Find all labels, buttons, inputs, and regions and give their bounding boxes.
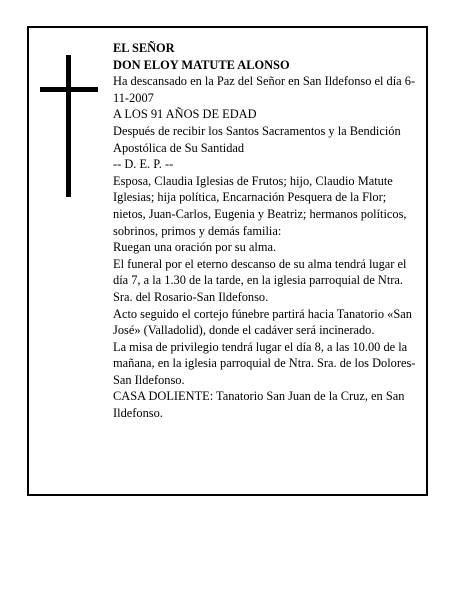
obituary-text bbox=[113, 40, 417, 422]
title-line: EL SEÑOR bbox=[113, 41, 175, 55]
cross-vertical-bar bbox=[66, 55, 71, 197]
mourning-house: CASA DOLIENTE: Tanatorio San Juan de la Cruz, en San Ildefonso. bbox=[113, 389, 405, 421]
cross-horizontal-bar bbox=[40, 87, 98, 92]
funeral-paragraph: El funeral por el eterno descanso de su alma tendrá lugar el día 7, a la 1.30 de la tarde, en la iglesia parroquial de Ntra. Sra. del Rosario-San Ildefonso. bbox=[113, 256, 407, 304]
sacraments-line: Después de recibir los Santos Sacramentos y la Bendición Apostólica de Su Santidad bbox=[113, 123, 401, 155]
family-paragraph: Esposa, Claudia Iglesias de Frutos; hijo, Claudio Matute Iglesias; hija política, Encarnación Pesquera de la Flor; nietos, Juan-Carlos, Eugenia y Beatriz; hermanos políticos, sobrinos, primos y demás familia: bbox=[113, 173, 407, 238]
mass-paragraph: La misa de privilegio tendrá lugar el día 8, a las 10.00 de la mañana, en la iglesia parroquial de Ntra. Sra. de los Dolores-San Ildefonso. bbox=[113, 339, 416, 387]
death-notice: Ha descansado en la Paz del Señor en San Ildefonso el día 6-11-2007 bbox=[113, 74, 416, 105]
cross-icon bbox=[40, 55, 98, 197]
age-line: A LOS 91 AÑOS DE EDAD bbox=[113, 107, 257, 122]
rip-line: -- D. E. P. -- bbox=[113, 157, 174, 172]
obituary-frame bbox=[27, 26, 428, 496]
prayer-request: Ruegan una oración por su alma. bbox=[113, 240, 277, 255]
cortege-paragraph: Acto seguido el cortejo fúnebre partirá hacia Tanatorio «San José» (Valladolid), donde el cadáver será incinerado. bbox=[113, 306, 412, 338]
deceased-name: DON ELOY MATUTE ALONSO bbox=[113, 57, 290, 72]
